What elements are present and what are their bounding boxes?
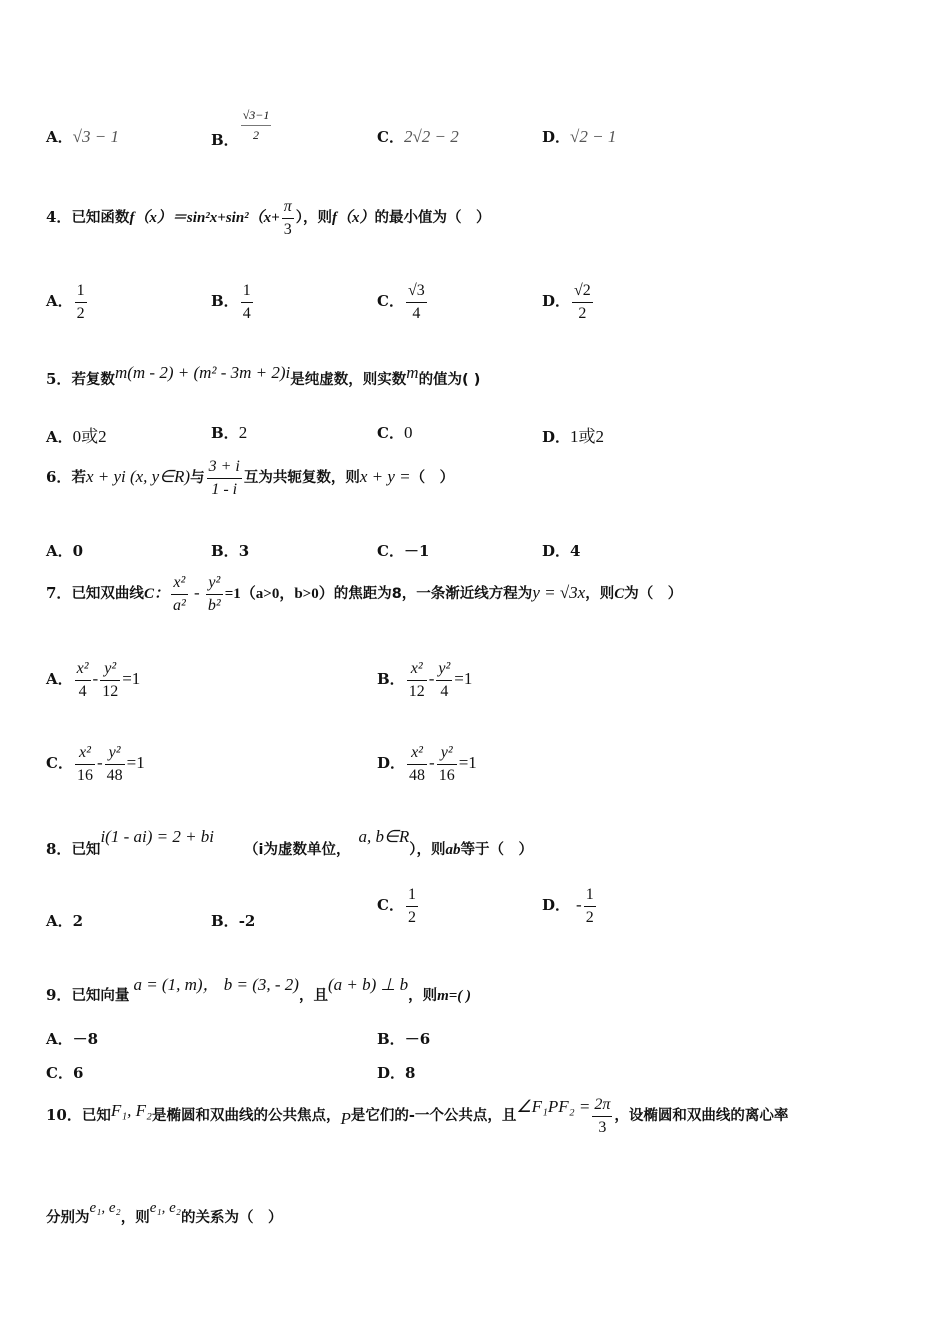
q7-option-a: A． $\frac{\text{x²}}{4}$ - $\frac{\text{y²}}{12}$ =1 xyxy=(46,660,141,700)
q9-option-a: A．－8 xyxy=(46,1030,99,1048)
q4-option-c: C． $\frac{√3}{4}$ xyxy=(377,282,425,322)
q8-option-d: D． - $\frac{1}{2}$ xyxy=(542,886,594,926)
q6-option-b: B．3 xyxy=(211,542,250,560)
q7-option-b: B． $\frac{\text{x²}}{12}$ - $\frac{\text{y²}}{4}$ =1 xyxy=(377,660,473,700)
q8-stem: 8．已知i(1 - ai) = 2 + bi（i为虚数单位，a, b∈R），则ab等于（ ） xyxy=(46,827,533,858)
q4-option-b: B． $\frac{1}{4}$ xyxy=(211,282,251,322)
q10-angle-fraction: $\frac{2\pi}{3}$ xyxy=(594,1096,611,1136)
q9-option-d: D．8 xyxy=(377,1064,416,1082)
q3-option-a: A．√3 − 1 xyxy=(46,127,119,146)
q6-fraction: $\frac{3 + i}{1 - i}$ xyxy=(208,458,240,498)
q9-option-c: C．6 xyxy=(46,1064,84,1082)
q4-stem: 4．已知函数f（x）＝sin²x+sin²（x+ $\frac{\pi}{3}$ ），则f（x）的最小值为（ ） xyxy=(46,198,491,238)
q10-line2: 分别为e₁, e₂，则e₁, e₂的关系为（ ） xyxy=(46,1200,283,1226)
q5-option-d: D．1或2 xyxy=(542,427,605,446)
q7-option-d: D． $\frac{\text{x²}}{48}$ - $\frac{\text{y²}}{16}$ =1 xyxy=(377,744,477,784)
q6-option-a: A．0 xyxy=(46,542,84,560)
q7-option-c: C． $\frac{\text{x²}}{16}$ - $\frac{\text{y²}}{48}$ =1 xyxy=(46,744,145,784)
q3-options xyxy=(46,108,906,154)
q8-option-c: C． $\frac{1}{2}$ xyxy=(377,886,416,926)
q5-options xyxy=(46,422,906,446)
q5-option-a: A．0或2 xyxy=(46,427,107,446)
q9-stem: 9．已知向量a = (1, m)， b = (3, - 2)，且(a + b) ⊥ b，则m=( ) xyxy=(46,975,472,1004)
q7-stem: 7．已知双曲线C： $\frac{\text{x²}}{\text{a²}}$ - $\frac{\text{y²}}{\text{b²}}$ =1（a>0，b>0）的焦距为8，一条渐近线方程为y = √3x，则C为（ ） xyxy=(46,574,683,614)
q6-options xyxy=(46,540,906,564)
q8-options xyxy=(46,886,906,936)
q3-option-c: C．2√2 − 2 xyxy=(377,127,459,146)
q3-option-b-fraction: $\frac{√3-1}{2}$ xyxy=(242,108,270,142)
q3-option-d: D．√2 − 1 xyxy=(542,127,617,146)
q8-option-a: A．2 xyxy=(46,912,84,930)
q6-option-d: D．4 xyxy=(542,542,581,560)
q5-option-c: C．0 xyxy=(377,423,413,442)
q8-option-b: B．-2 xyxy=(211,912,256,930)
q5-option-b: B．2 xyxy=(211,423,248,442)
q10-stem: 10．已知F₁, F₂是椭圆和双曲线的公共焦点，P是它们的-一个公共点，且∠F₁PF₂ = $\frac{2\pi}{3}$ ，设椭圆和双曲线的离心率 xyxy=(46,1096,789,1136)
q4-pi-fraction: $\frac{\pi}{3}$ xyxy=(283,198,292,238)
q5-stem: 5．若复数m(m - 2) + (m² - 3m + 2)i是纯虚数，则实数m的值为( ) xyxy=(46,363,481,388)
q4-option-d: D． $\frac{√2}{2}$ xyxy=(542,282,591,322)
q4-options xyxy=(46,282,906,332)
q6-stem: 6．若x + yi (x, y∈R)与 $\frac{3 + i}{1 - i}$ 互为共轭复数，则x + y =（ ） xyxy=(46,458,455,498)
q3-option-b: B． $\frac{√3-1}{2}$ xyxy=(211,108,270,150)
q9-option-b: B．－6 xyxy=(377,1030,431,1048)
q6-option-c: C．－1 xyxy=(377,542,430,560)
q4-option-a: A． $\frac{1}{2}$ xyxy=(46,282,85,322)
